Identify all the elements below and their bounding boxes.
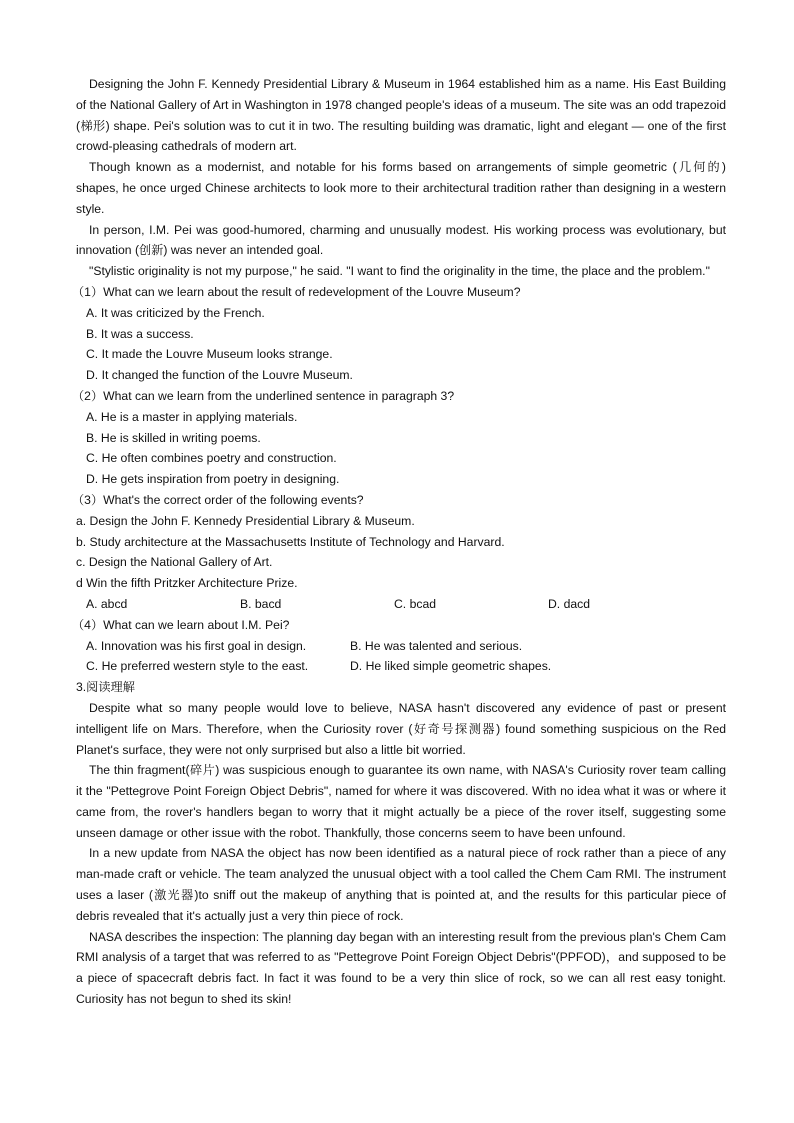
paragraph: NASA describes the inspection: The planning day began with an interesting result from the previous plan's Chem Cam RMI analysis of a target that was referred to as "Pettegrove Point Foreign Object Debris"(PPFOD)，and supposed to be a piece of spacecraft debris fact. In fact it was found to be a very thin slice of rock, so we can all rest easy tonight. Curiosity has not begun to shed its skin! [76,929,726,1007]
question-1-stem: （1）What can we learn about the result of redevelopment of the Louvre Museum? [72,284,521,299]
question-3-option-b: B. bacd [240,596,282,611]
question-3-event-a: a. Design the John F. Kennedy Presidential Library & Museum. [76,513,415,528]
paragraph: Designing the John F. Kennedy Presidential Library & Museum in 1964 established him as a name. His East Building of the National Gallery of Art in Washington in 1978 changed people's ideas of a museum. The site was an odd trapezoid (梯形) shape. Pei's solution was to cut it in two. The resulting building was dramatic, light and elegant — one of the first crowd-pleasing cathedrals of modern art. [76,77,727,154]
question-3-stem: （3）What's the correct order of the following events? [72,492,364,507]
question-3-event-b: b. Study architecture at the Massachusetts Institute of Technology and Harvard. [76,534,505,549]
question-1-option-b: B. It was a success. [86,326,194,341]
question-3-options [76,594,726,615]
paragraph: "Stylistic originality is not my purpose," he said. "I want to find the originality in the time, the place and the problem." [89,264,710,279]
question-1-option-a: A. It was criticized by the French. [86,305,265,320]
question-1-option-c: C. It made the Louvre Museum looks strange. [86,347,333,362]
question-3-event-d: d Win the fifth Pritzker Architecture Prize. [76,576,298,591]
question-2-option-a: A. He is a master in applying materials. [86,409,298,424]
question-4-option-c: C. He preferred western style to the east. [86,659,309,674]
paragraph: In person, I.M. Pei was good-humored, charming and unusually modest. His working process was evolutionary, but innovation (创新) was never an intended goal. [76,222,726,258]
paragraph: In a new update from NASA the object has now been identified as a natural piece of rock rather than a piece of any man-made craft or vehicle. The team analyzed the unusual object with a tool called the Chem Cam RMI. The instrument uses a laser (激光器)to sniff out the makeup of anything that is pointed at, and the results for this particular piece of debris revealed that it's actually just a very thin piece of rock. [76,846,726,923]
paragraph: The thin fragment(碎片) was suspicious enough to guarantee its own name, with NASA's Curiosity rover team calling it the "Pettegrove Point Foreign Object Debris", named for where it was discovered. With no idea what it was or where it came from, the rover's handlers began to worry that it might actually be a piece of the rover itself, suggesting some unseen damage or other issue with the robot. Thankfully, those concerns seem to have been unfound. [76,763,726,840]
paragraph: Despite what so many people would love to believe, NASA hasn't discovered any evidence of past or present intelligent life on Mars. Therefore, when the Curiosity rover (好奇号探测器) found something suspicious on the Red Planet's surface, they were not only surprised but also a little bit worried. [76,700,726,757]
question-2-stem: （2）What can we learn from the underlined sentence in paragraph 3? [72,388,455,403]
question-4-option-b: B. He was talented and serious. [350,638,523,653]
question-1-option-d: D. It changed the function of the Louvre Museum. [86,368,353,383]
question-4-stem: （4）What can we learn about I.M. Pei? [72,617,290,632]
section-title: 3.阅读理解 [76,680,135,695]
question-4-option-d: D. He liked simple geometric shapes. [350,659,552,674]
question-3-option-d: D. dacd [548,596,591,611]
document-page [72,74,727,1010]
question-2-option-b: B. He is skilled in writing poems. [86,430,261,445]
question-2-option-d: D. He gets inspiration from poetry in designing. [86,472,340,487]
question-3-event-c: c. Design the National Gallery of Art. [76,555,273,570]
question-4-options-row-2 [76,656,726,677]
paragraph: Though known as a modernist, and notable for his forms based on arrangements of simple geometric (几何的) shapes, he once urged Chinese architects to look more to their architectural tradition rather than designing in a western style. [76,160,726,216]
question-3-option-c: C. bcad [394,596,437,611]
question-3-option-a: A. abcd [86,596,128,611]
question-2-option-c: C. He often combines poetry and construction. [86,451,337,466]
question-4-option-a: A. Innovation was his first goal in design. [86,638,307,653]
question-4-options-row-1 [76,636,726,657]
